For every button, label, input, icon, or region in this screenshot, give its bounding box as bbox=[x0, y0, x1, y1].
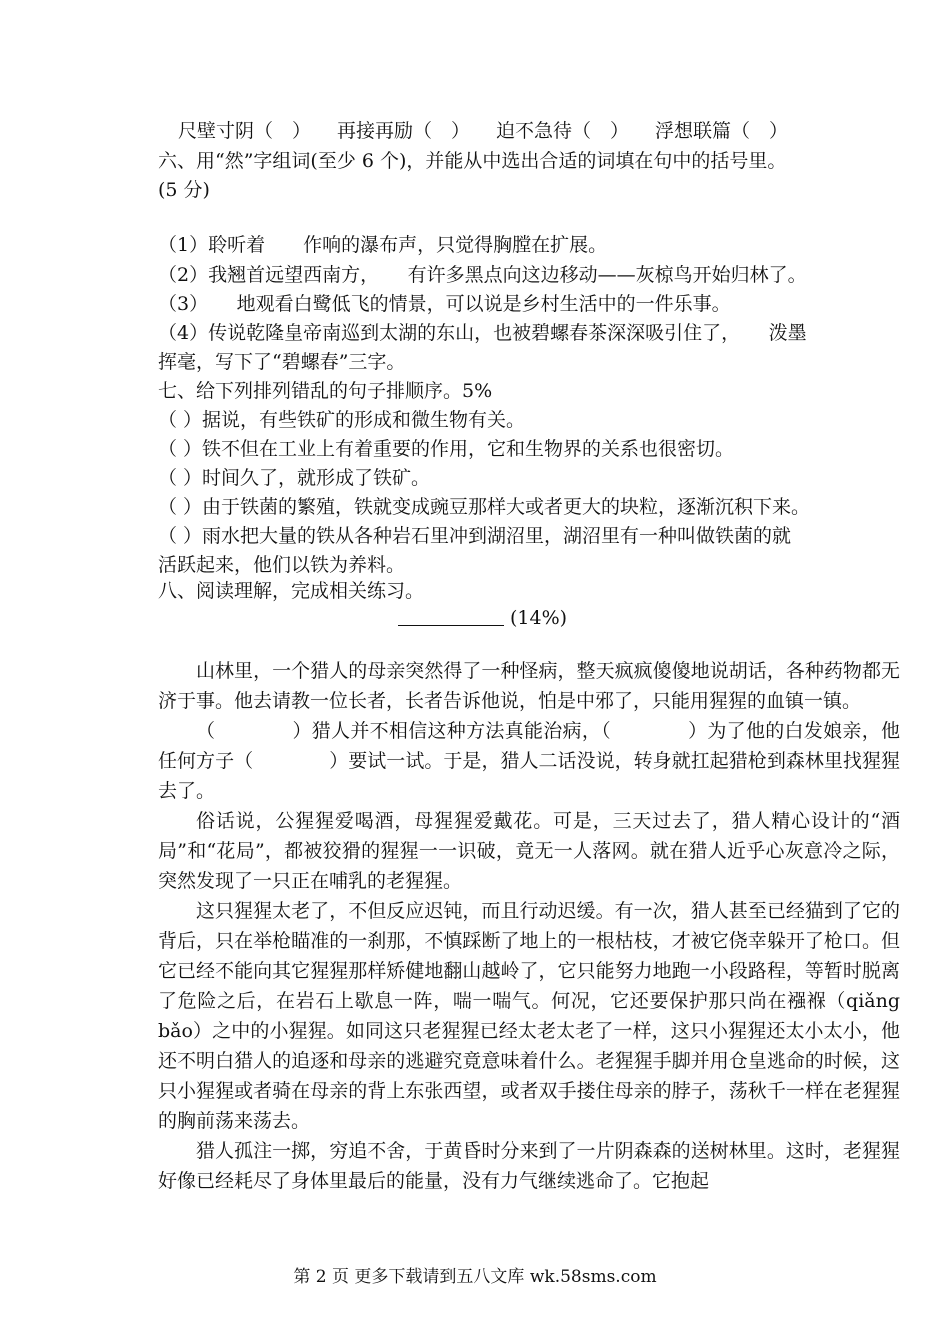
passage-title bbox=[398, 607, 567, 629]
q6-item-4: （4）传说乾隆皇帝南巡到太湖的东山，也被碧螺春茶深深吸引住了， 泼墨 bbox=[158, 322, 807, 344]
q6-item-3: （3） 地观看白鹭低飞的情景，可以说是乡村生活中的一件乐事。 bbox=[158, 293, 731, 315]
q7-item-4: （ ）由于铁菌的繁殖，铁就变成豌豆那样大或者更大的块粒，逐渐沉积下来。 bbox=[158, 496, 811, 518]
q5-idiom-4: 浮想联篇（ ） bbox=[655, 120, 789, 142]
page-footer: 第 2 页 更多下载请到五八文库 wk.58sms.com bbox=[293, 1267, 657, 1287]
q6-heading: 六、用“然”字组词(至少 6 个)，并能从中选出合适的词填在句中的括号里。 bbox=[158, 150, 787, 172]
reading-passage bbox=[158, 656, 920, 1196]
q5-idiom-line bbox=[178, 118, 814, 144]
q7-item-2: （ ）铁不但在工业上有着重要的作用，它和生物界的关系也很密切。 bbox=[158, 438, 735, 460]
q7-item-1: （ ）据说，有些铁矿的形成和微生物有关。 bbox=[158, 409, 526, 431]
q6-item-4-continued: 挥毫，写下了“碧螺春”三字。 bbox=[158, 351, 406, 373]
q5-idiom-3: 迫不急待（ ） bbox=[496, 120, 630, 142]
q6-item-2: （2）我翘首远望西南方， 有许多黑点向这边移动——灰椋鸟开始归林了。 bbox=[158, 264, 807, 286]
q7-item-3: （ ）时间久了，就形成了铁矿。 bbox=[158, 467, 431, 489]
title-blank bbox=[398, 607, 504, 626]
q5-idiom-2: 再接再励（ ） bbox=[337, 120, 471, 142]
passage-score: (14%) bbox=[510, 607, 568, 629]
q6-item-1: （1）聆听着 作响的瀑布声，只觉得胸膛在扩展。 bbox=[158, 234, 608, 256]
passage-paragraph: 猎人孤注一掷，穷追不舍，于黄昏时分来到了一片阴森森的送树林里。这时，老猩猩好像已经耗尽了身体里最后的能量，没有力气继续逃命了。它抱起 bbox=[158, 1140, 900, 1192]
q7-heading: 七、给下列排列错乱的句子排顺序。5% bbox=[158, 380, 493, 402]
passage-paragraph: 这只猩猩太老了，不但反应迟钝，而且行动迟缓。有一次，猎人甚至已经猫到了它的背后，只在举枪瞄准的一刹那，不慎踩断了地上的一根枯枝，才被它侥幸躲开了枪口。但它已经不能向其它猩猩那样矫健地翻山越岭了，它只能努力地跑一小段路程，等暂时脱离了危险之后，在岩石上歇息一阵，喘一喘气。何况，它还要保护那只尚在襁褓（qiǎng bǎo）之中的小猩猩。如同这只老猩猩已经太老太老了一样，这只小猩猩还太小太小，他还不明白猎人的追逐和母亲的逃避究竟意味着什么。老猩猩手脚并用仓皇逃命的时候，这只小猩猩或者骑在母亲的背上东张西望，或者双手搂住母亲的脖子，荡秋千一样在老猩猩的胸前荡来荡去。 bbox=[158, 900, 920, 1132]
q8-heading: 八、阅读理解，完成相关练习。 bbox=[158, 580, 425, 602]
passage-paragraph: 俗话说，公猩猩爱喝酒，母猩猩爱戴花。可是，三天过去了，猎人精心设计的“酒局”和“花局”，都被狡猾的猩猩一一识破，竟无一人落网。就在猎人近乎心灰意冷之际，突然发现了一只正在哺乳的老猩猩。 bbox=[158, 810, 900, 892]
q7-item-5-continued: 活跃起来，他们以铁为养料。 bbox=[158, 554, 406, 576]
q5-idiom-1: 尺壁寸阴（ ） bbox=[178, 120, 312, 142]
q6-score: (5 分) bbox=[158, 179, 210, 201]
q7-item-5: （ ）雨水把大量的铁从各种岩石里冲到湖沼里，湖沼里有一种叫做铁菌的就 bbox=[158, 525, 792, 547]
passage-paragraph: （ ）猎人并不相信这种方法真能治病，（ ）为了他的白发娘亲，他任何方子（ ）要试一试。于是，猎人二话没说，转身就扛起猎枪到森林里找猩猩去了。 bbox=[158, 720, 900, 802]
passage-paragraph: 山林里，一个猎人的母亲突然得了一种怪病，整天疯疯傻傻地说胡话，各种药物都无济于事。他去请教一位长者，长者告诉他说，怕是中邪了，只能用猩猩的血镇一镇。 bbox=[158, 660, 900, 712]
